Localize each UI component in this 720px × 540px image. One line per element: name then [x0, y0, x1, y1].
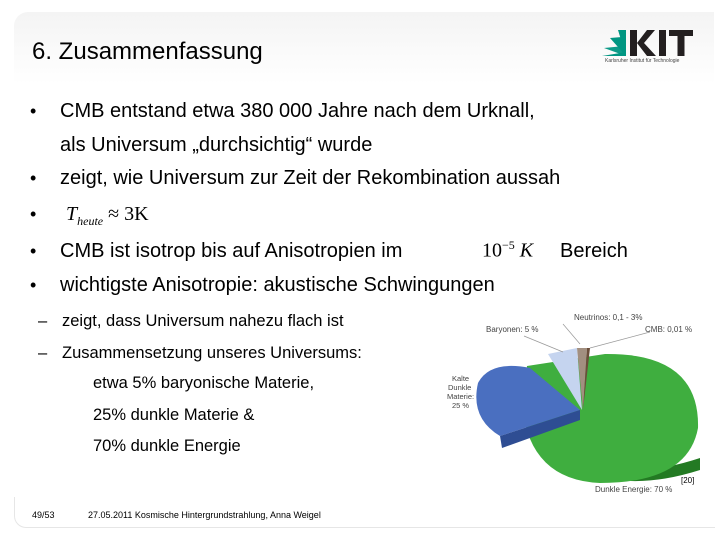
leader-line [563, 324, 580, 344]
logo-subtitle: Karlsruher Institut für Technologie [605, 58, 680, 64]
label-cmb: CMB: 0,01 % [645, 325, 693, 334]
formula-aniso [482, 230, 533, 267]
bullet-text: als Universum „durchsichtig“ wurde [60, 134, 373, 156]
label-dark-matter-line2: Dunkle [448, 383, 472, 392]
dash-marker: – [38, 312, 48, 330]
bullet-text: wichtigste Anisotropie: akustische Schwingungen [60, 274, 495, 296]
bullet-marker: • [30, 168, 37, 188]
reference-number: [20] [681, 476, 695, 485]
label-neutrinos: Neutrinos: 0,1 - 3% [574, 313, 643, 322]
bullet-text: CMB entstand etwa 380 000 Jahre nach dem Urknall, [60, 100, 535, 122]
leader-line [590, 332, 650, 348]
sub-item: 70% dunkle Energie [93, 437, 241, 455]
formula-t-heute [66, 199, 149, 232]
formula-subscript: heute [77, 214, 104, 228]
label-dark-matter-line4: 25 % [452, 401, 470, 410]
formula-unit: K [519, 239, 534, 262]
composition-pie-chart [430, 308, 715, 498]
bullet-marker: • [30, 204, 37, 224]
leader-line [524, 336, 563, 352]
sub-item: etwa 5% baryonische Materie, [93, 374, 315, 392]
bullet-marker: • [30, 241, 37, 261]
formula-symbol: T [66, 203, 78, 225]
bullet-text-tail: Bereich [560, 240, 628, 262]
label-dark-energy: Dunkle Energie: 70 % [595, 485, 673, 494]
formula-base: 10 [482, 239, 502, 262]
sub-item: zeigt, dass Universum nahezu flach ist [62, 312, 344, 330]
dash-marker: – [38, 344, 48, 362]
bullet-marker: • [30, 101, 37, 121]
formula-relation: ≈ 3K [108, 203, 149, 225]
footer-text: 27.05.2011 Kosmische Hintergrundstrahlung, Anna Weigel [88, 510, 321, 520]
bullet-text: CMB ist isotrop bis auf Anisotropien im [60, 240, 403, 262]
slide-title: 6. Zusammenfassung [32, 38, 263, 65]
label-baryons: Baryonen: 5 % [486, 325, 539, 334]
bullet-marker: • [30, 275, 37, 295]
label-dark-matter-line1: Kalte [452, 374, 470, 383]
label-dark-matter-line3: Materie: [447, 392, 475, 401]
sub-item: Zusammensetzung unseres Universums: [62, 344, 362, 362]
formula-exponent: −5 [502, 238, 515, 252]
bullet-text: zeigt, wie Universum zur Zeit der Rekombination aussah [60, 167, 561, 189]
sub-item: 25% dunkle Materie & [93, 406, 255, 424]
page-number: 49/53 [32, 510, 55, 520]
